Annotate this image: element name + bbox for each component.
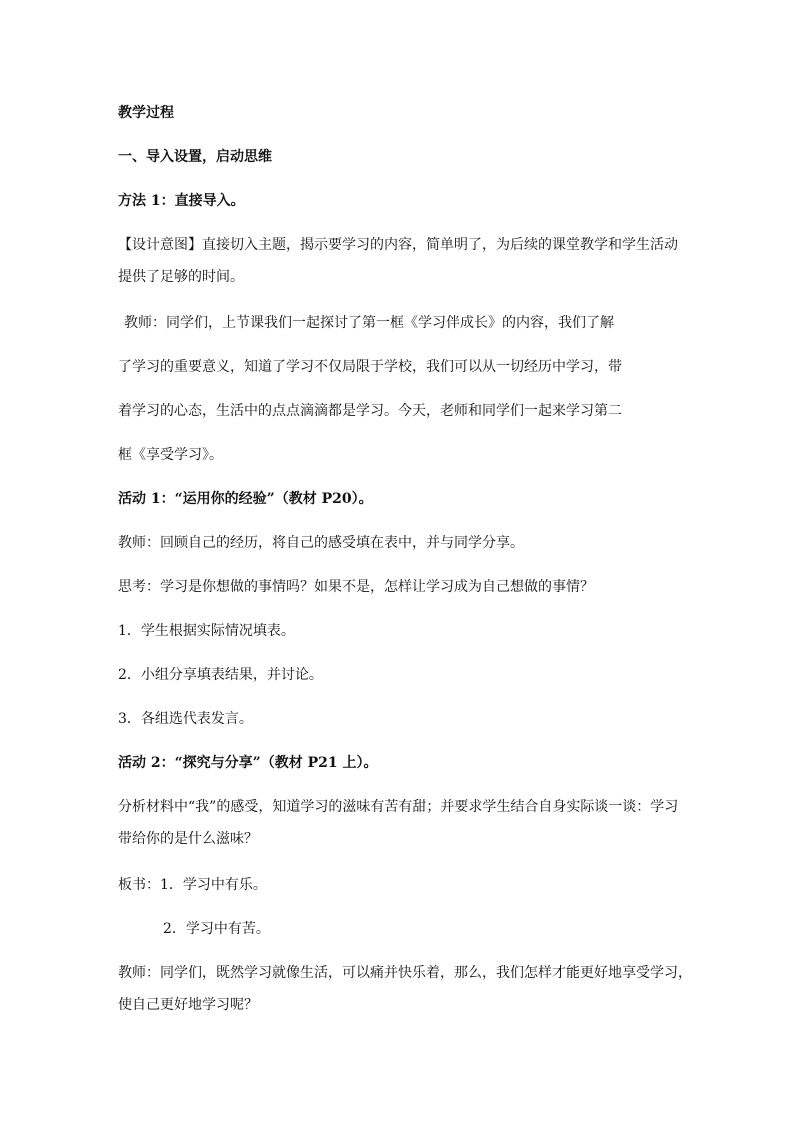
teacher-intro-line-4: 框《享受学习》。 — [118, 447, 223, 463]
teacher-intro-line-2: 了学习的重要意义，知道了学习不仅局限于学校，我们可以从一切经历中学习，带 — [118, 359, 622, 375]
activity-2-analysis-line-1: 分析材料中“我”的感受，知道学习的滋味有苦有甜；并要求学生结合自身实际谈一谈：学习 — [118, 799, 679, 815]
activity-1-step-3: 3．各组选代表发言。 — [118, 711, 253, 727]
board-line-2: 2．学习中有苦。 — [163, 921, 270, 937]
activity-1-teacher: 教师：回顾自己的经历，将自己的感受填在表中，并与同学分享。 — [118, 535, 524, 551]
activity-1-step-1: 1．学生根据实际情况填表。 — [118, 623, 295, 639]
teacher-intro-line-3: 着学习的心态，生活中的点点滴滴都是学习。今天，老师和同学们一起来学习第二 — [118, 403, 622, 419]
activity-2-analysis-line-2: 带给你的是什么滋味？ — [118, 831, 258, 847]
doc-heading: 教学过程 — [118, 105, 174, 121]
activity-2-title: 活动 2：“探究与分享”（教材 P21 上）。 — [118, 755, 378, 771]
design-intent-line-2: 提供了足够的时间。 — [118, 269, 244, 285]
activity-1-step-2: 2．小组分享填表结果，并讨论。 — [118, 667, 323, 683]
design-intent-line-1: 【设计意图】直接切入主题，揭示要学习的内容，简单明了，为后续的课堂教学和学生活动 — [118, 237, 678, 253]
section-title-1: 一、导入设置，启动思维 — [118, 149, 272, 165]
teacher-intro-line-1: 教师：同学们，上节课我们一起探讨了第一框《学习伴成长》的内容，我们了解 — [124, 315, 614, 331]
activity-1-title: 活动 1：“运用你的经验”（教材 P20）。 — [118, 491, 373, 507]
activity-1-think: 思考：学习是你想做的事情吗？如果不是，怎样让学习成为自己想做的事情？ — [118, 579, 594, 595]
closing-line-1: 教师：同学们，既然学习就像生活，可以痛并快乐着，那么，我们怎样才能更好地享受学习， — [118, 965, 692, 981]
closing-line-2: 使自己更好地学习呢？ — [118, 997, 258, 1013]
board-line-1: 板书：1．学习中有乐。 — [118, 877, 267, 893]
method-title-1: 方法 1：直接导入。 — [118, 193, 245, 209]
